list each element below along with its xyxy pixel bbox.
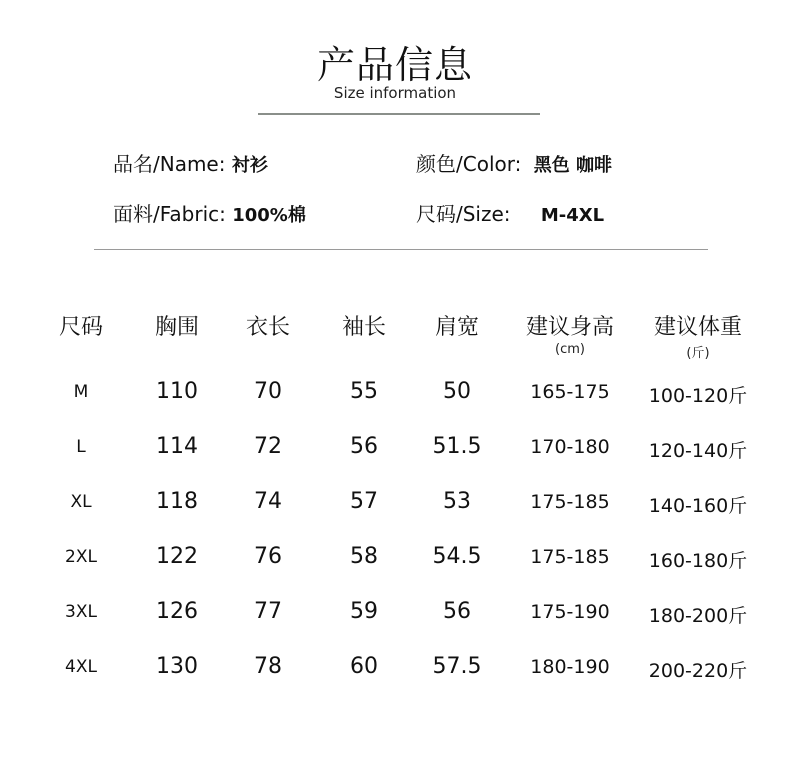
size-label: 尺码/Size: <box>416 202 511 226</box>
cell-weight: 140-160斤 <box>648 495 748 517</box>
cell-size: XL <box>70 492 92 512</box>
cell-chest: 122 <box>156 544 198 569</box>
cell-length: 78 <box>254 654 282 679</box>
header-sleeve: 袖长 <box>341 315 386 340</box>
header-weight-unit: (斤) <box>686 346 710 361</box>
page-subtitle: Size information <box>333 84 457 102</box>
cell-length: 76 <box>254 544 282 569</box>
size-value: M-4XL <box>540 205 605 226</box>
color-label: 颜色/Color: <box>416 152 522 176</box>
cell-chest: 126 <box>156 599 198 624</box>
header-height: 建议身高 <box>525 315 614 340</box>
cell-weight: 200-220斤 <box>648 660 748 682</box>
cell-shoulder: 56 <box>443 599 471 624</box>
cell-sleeve: 55 <box>350 379 378 404</box>
header-length: 衣长 <box>245 315 290 340</box>
cell-height: 165-175 <box>530 381 610 403</box>
info-color <box>416 148 612 177</box>
info-size <box>416 198 604 227</box>
cell-length: 77 <box>254 599 282 624</box>
cell-shoulder: 53 <box>443 489 471 514</box>
cell-shoulder: 50 <box>443 379 471 404</box>
info-divider <box>94 249 708 250</box>
cell-sleeve: 60 <box>350 654 378 679</box>
cell-chest: 118 <box>156 489 198 514</box>
cell-shoulder: 51.5 <box>432 434 482 459</box>
cell-sleeve: 59 <box>350 599 378 624</box>
header-weight: 建议体重 <box>653 315 742 340</box>
name-label: 品名/Name: <box>113 152 226 176</box>
cell-weight: 180-200斤 <box>648 605 748 627</box>
info-name <box>113 148 268 177</box>
cell-sleeve: 58 <box>350 544 378 569</box>
cell-height: 170-180 <box>530 436 610 458</box>
page-title: 产品信息 <box>316 43 473 87</box>
fabric-value: 100%棉 <box>232 205 306 226</box>
header-height-unit: (cm) <box>555 342 585 357</box>
name-value: 衬衫 <box>231 155 268 176</box>
cell-weight: 120-140斤 <box>648 440 748 462</box>
cell-sleeve: 56 <box>350 434 378 459</box>
header-shoulder: 肩宽 <box>434 315 479 340</box>
cell-weight: 160-180斤 <box>648 550 748 572</box>
cell-length: 74 <box>254 489 282 514</box>
cell-height: 175-185 <box>530 546 610 568</box>
color-value: 黑色 咖啡 <box>533 155 612 176</box>
cell-height: 175-185 <box>530 491 610 513</box>
title-divider <box>258 113 540 115</box>
header-size: 尺码 <box>58 315 103 340</box>
cell-size: 3XL <box>65 602 97 622</box>
cell-size: M <box>73 382 89 402</box>
info-fabric <box>113 198 306 227</box>
cell-height: 175-190 <box>530 601 610 623</box>
header-chest: 胸围 <box>154 315 199 340</box>
cell-chest: 110 <box>156 379 198 404</box>
cell-sleeve: 57 <box>350 489 378 514</box>
cell-weight: 100-120斤 <box>648 385 748 407</box>
cell-height: 180-190 <box>530 656 610 678</box>
cell-chest: 130 <box>156 654 198 679</box>
cell-shoulder: 57.5 <box>432 654 482 679</box>
cell-length: 72 <box>254 434 282 459</box>
cell-length: 70 <box>254 379 282 404</box>
cell-size: 2XL <box>65 547 97 567</box>
fabric-label: 面料/Fabric: <box>113 202 226 226</box>
cell-chest: 114 <box>156 434 198 459</box>
cell-size: 4XL <box>65 657 97 677</box>
cell-shoulder: 54.5 <box>432 544 482 569</box>
cell-size: L <box>76 437 86 457</box>
